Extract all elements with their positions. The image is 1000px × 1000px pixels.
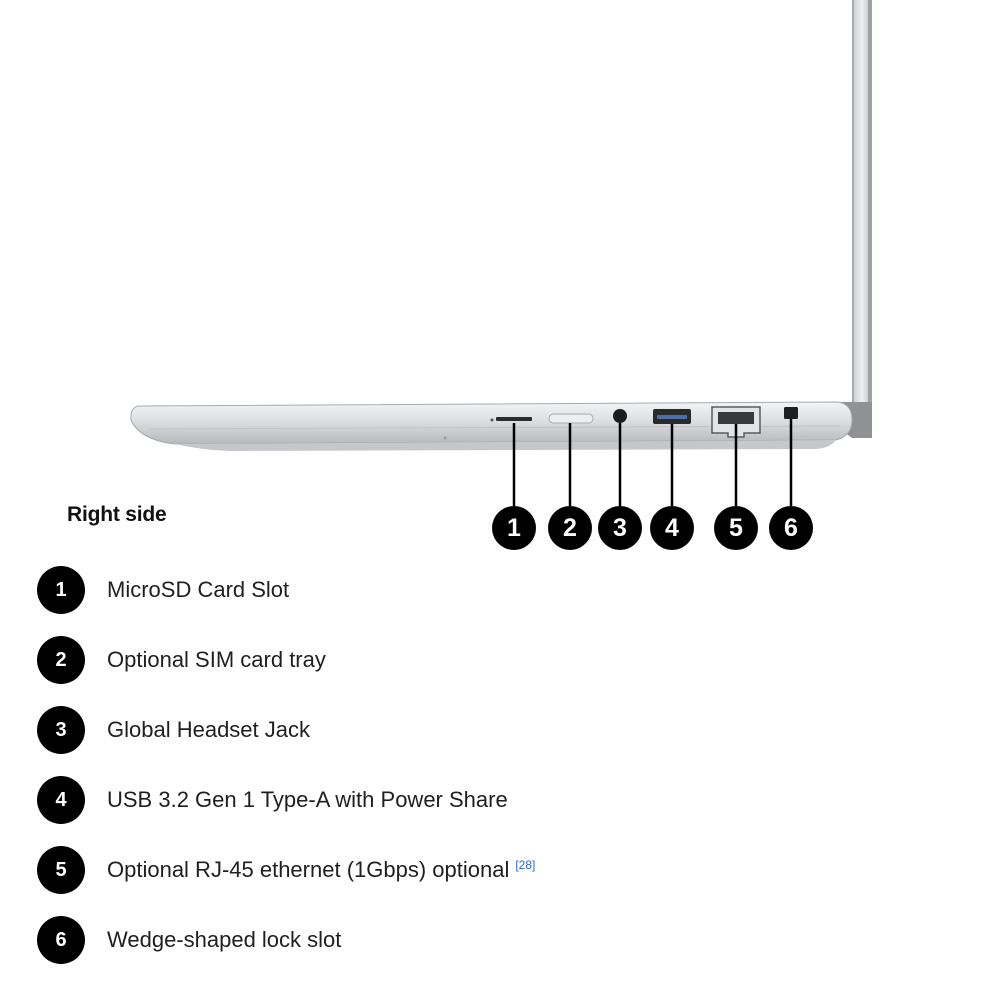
callout-badge-2: 2 — [548, 506, 592, 550]
port-wedge-lock-slot — [784, 407, 798, 419]
laptop-lid — [852, 0, 872, 438]
port-microsd-slot — [491, 417, 533, 422]
callout-badge-4: 4 — [650, 506, 694, 550]
callout-badge-1: 1 — [492, 506, 536, 550]
footnote-reference-link[interactable]: [28] — [515, 857, 536, 872]
legend-item — [37, 706, 310, 754]
callout-badge-5: 5 — [714, 506, 758, 550]
legend-label: Optional SIM card tray — [107, 647, 326, 672]
legend-label: MicroSD Card Slot — [107, 577, 290, 602]
legend-number-badge: 4 — [37, 776, 85, 824]
port-usb-a — [653, 409, 691, 424]
legend-item — [37, 776, 508, 824]
callout-badge-6: 6 — [769, 506, 813, 550]
legend-number-badge: 3 — [37, 706, 85, 754]
legend-item — [37, 846, 535, 894]
legend-label — [107, 857, 535, 883]
port-sim-tray — [549, 414, 593, 423]
legend-label-text: Optional RJ-45 ethernet (1Gbps) optional — [107, 857, 510, 882]
legend-label: USB 3.2 Gen 1 Type-A with Power Share — [107, 787, 508, 812]
legend-number-badge: 5 — [37, 846, 85, 894]
legend-item — [37, 566, 289, 614]
legend-number-badge: 2 — [37, 636, 85, 684]
port-headset-jack — [613, 409, 627, 423]
legend-number-badge: 1 — [37, 566, 85, 614]
legend-number-badge: 6 — [37, 916, 85, 964]
callout-badge-3: 3 — [598, 506, 642, 550]
legend-item — [37, 916, 341, 964]
section-title: Right side — [67, 503, 167, 526]
legend-item — [37, 636, 326, 684]
legend-label: Wedge-shaped lock slot — [107, 927, 342, 952]
legend-label: Global Headset Jack — [107, 717, 310, 742]
